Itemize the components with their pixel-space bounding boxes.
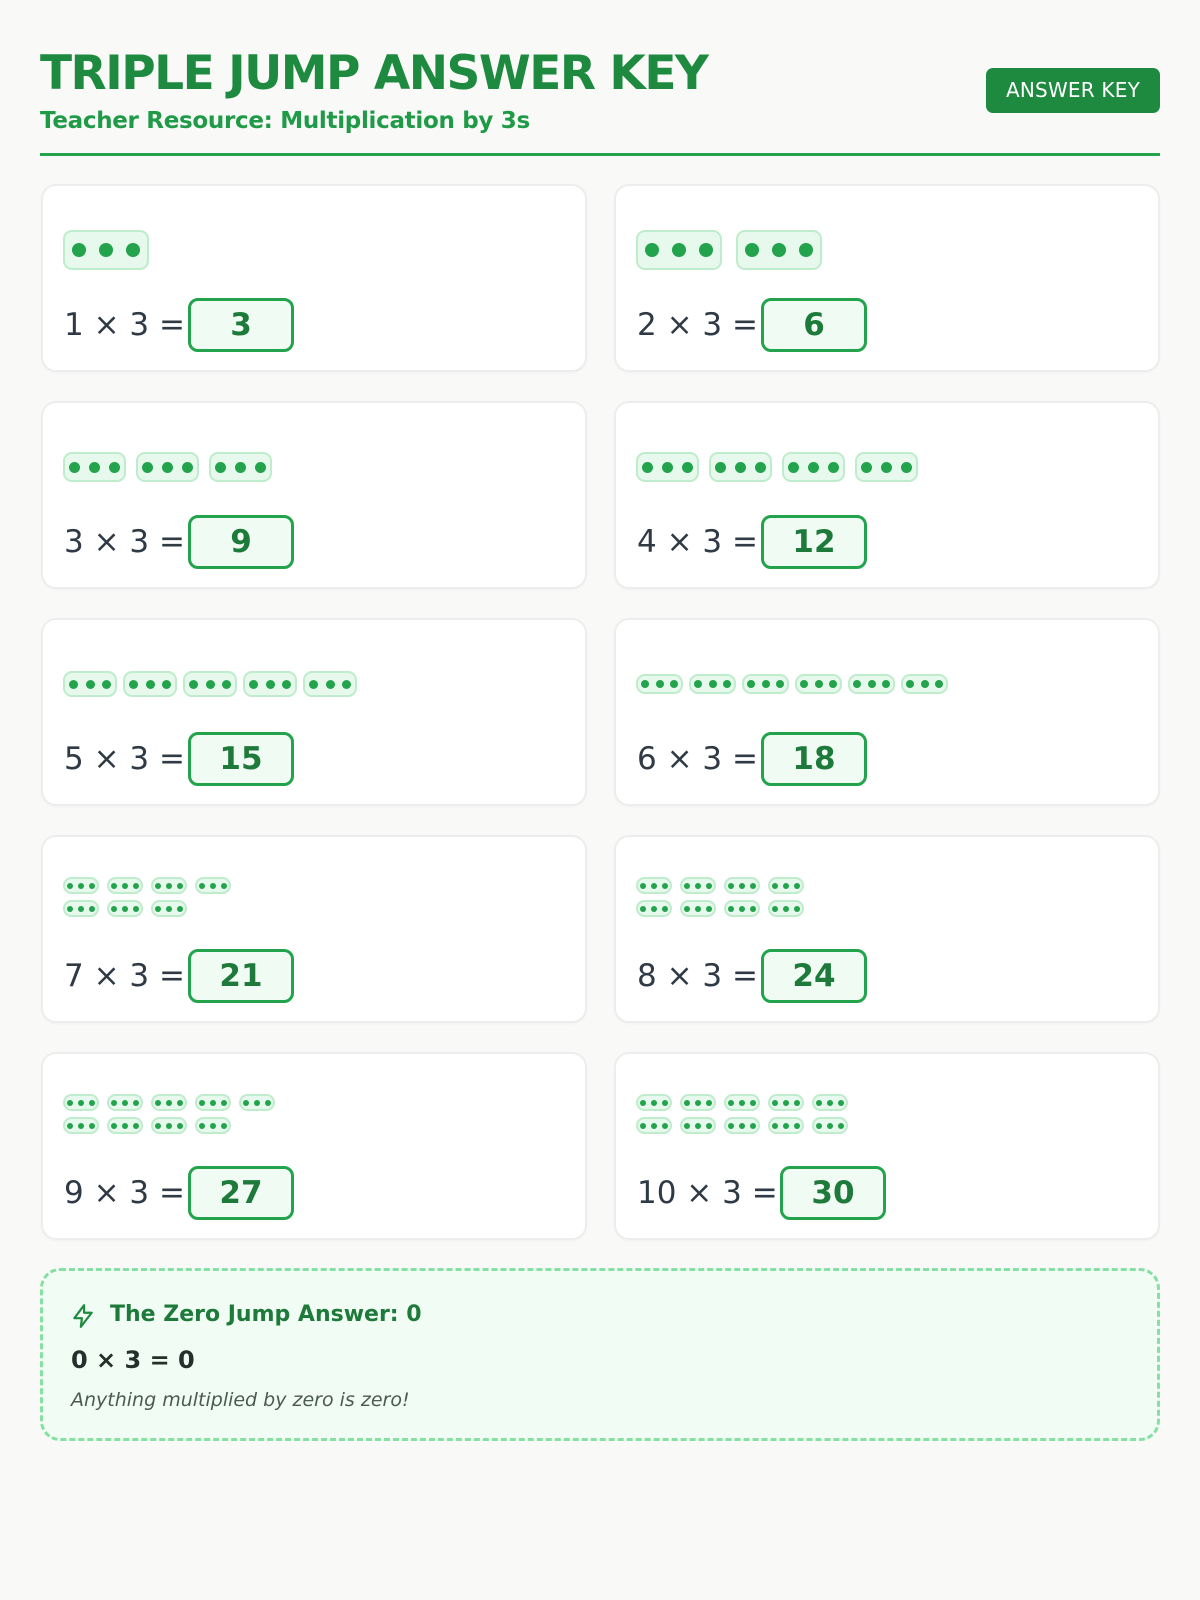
problem-equation: 7 × 3 = bbox=[64, 958, 185, 994]
zero-jump-note: Anything multiplied by zero is zero! bbox=[71, 1389, 410, 1411]
dot bbox=[723, 680, 731, 688]
dot-group bbox=[724, 877, 760, 894]
dot bbox=[210, 1123, 216, 1129]
dot bbox=[739, 906, 745, 912]
dot-groups bbox=[63, 441, 563, 493]
dot bbox=[111, 906, 117, 912]
dot bbox=[221, 883, 227, 889]
dot-group bbox=[151, 900, 187, 917]
dot bbox=[684, 1123, 690, 1129]
dot-groups bbox=[63, 1092, 563, 1144]
dot bbox=[694, 680, 702, 688]
dot bbox=[641, 680, 649, 688]
dot bbox=[684, 906, 690, 912]
dot-group bbox=[768, 1094, 804, 1111]
dot-group bbox=[768, 877, 804, 894]
dot bbox=[645, 243, 659, 257]
dot-group bbox=[709, 452, 772, 482]
page-subtitle: Teacher Resource: Multiplication by 3s bbox=[40, 108, 530, 134]
dot-group bbox=[636, 900, 672, 917]
problem-equation: 6 × 3 = bbox=[637, 741, 758, 777]
dot bbox=[728, 906, 734, 912]
dot bbox=[162, 680, 171, 689]
dot bbox=[155, 1123, 161, 1129]
dot bbox=[199, 1123, 205, 1129]
dot bbox=[282, 680, 291, 689]
dot-group bbox=[855, 452, 918, 482]
dot bbox=[695, 906, 701, 912]
dot bbox=[640, 1123, 646, 1129]
page-header bbox=[40, 40, 1160, 156]
dot bbox=[133, 883, 139, 889]
dot-group bbox=[724, 900, 760, 917]
dot-group bbox=[689, 674, 736, 694]
dot-group bbox=[151, 1094, 187, 1111]
dot-group bbox=[63, 877, 99, 894]
dot-group bbox=[768, 900, 804, 917]
dot bbox=[783, 906, 789, 912]
dot bbox=[162, 462, 173, 473]
dot-group bbox=[63, 900, 99, 917]
dot bbox=[89, 883, 95, 889]
problem-equation: 10 × 3 = bbox=[637, 1175, 778, 1211]
dot-group bbox=[107, 900, 143, 917]
dot bbox=[111, 883, 117, 889]
dot bbox=[67, 883, 73, 889]
dot bbox=[794, 883, 800, 889]
dot bbox=[89, 1100, 95, 1106]
dot bbox=[772, 1123, 778, 1129]
dot bbox=[221, 1100, 227, 1106]
dot-group bbox=[63, 230, 149, 270]
dot-group bbox=[768, 1117, 804, 1134]
dot bbox=[129, 680, 138, 689]
dot bbox=[122, 1123, 128, 1129]
dot-groups bbox=[63, 875, 563, 927]
dot bbox=[155, 1100, 161, 1106]
dot bbox=[772, 883, 778, 889]
dot bbox=[155, 883, 161, 889]
dot bbox=[142, 462, 153, 473]
dot-group bbox=[63, 671, 117, 697]
dot bbox=[215, 462, 226, 473]
dot bbox=[235, 462, 246, 473]
dot bbox=[166, 883, 172, 889]
dot bbox=[67, 1123, 73, 1129]
dot bbox=[783, 883, 789, 889]
dot bbox=[750, 883, 756, 889]
dot-group bbox=[812, 1094, 848, 1111]
dot bbox=[89, 462, 100, 473]
dot bbox=[838, 1100, 844, 1106]
answer-box: 12 bbox=[761, 515, 867, 569]
dot bbox=[89, 1123, 95, 1129]
dot bbox=[739, 1100, 745, 1106]
dot bbox=[706, 1100, 712, 1106]
dot bbox=[166, 1100, 172, 1106]
dot bbox=[122, 1100, 128, 1106]
dot bbox=[921, 680, 929, 688]
answer-box: 6 bbox=[761, 298, 867, 352]
dot bbox=[166, 906, 172, 912]
dot-group bbox=[195, 1117, 231, 1134]
dot bbox=[109, 462, 120, 473]
dot bbox=[762, 680, 770, 688]
dot bbox=[133, 1100, 139, 1106]
dot bbox=[783, 1123, 789, 1129]
dot bbox=[86, 680, 95, 689]
dot bbox=[122, 883, 128, 889]
dot bbox=[177, 1100, 183, 1106]
dot bbox=[816, 1100, 822, 1106]
answer-key-badge: ANSWER KEY bbox=[986, 68, 1160, 113]
dot bbox=[695, 1100, 701, 1106]
page-title: TRIPLE JUMP ANSWER KEY bbox=[40, 46, 708, 101]
dot bbox=[189, 680, 198, 689]
dot bbox=[651, 883, 657, 889]
answer-box: 9 bbox=[188, 515, 294, 569]
answer-box: 15 bbox=[188, 732, 294, 786]
dot-group bbox=[848, 674, 895, 694]
answer-box: 21 bbox=[188, 949, 294, 1003]
problem-equation: 8 × 3 = bbox=[637, 958, 758, 994]
dot bbox=[133, 906, 139, 912]
dot bbox=[794, 1100, 800, 1106]
dot bbox=[210, 883, 216, 889]
dot bbox=[776, 680, 784, 688]
answer-box: 3 bbox=[188, 298, 294, 352]
answer-box: 24 bbox=[761, 949, 867, 1003]
problem-card bbox=[614, 1052, 1160, 1240]
dot bbox=[799, 243, 813, 257]
dot bbox=[309, 680, 318, 689]
dot bbox=[662, 906, 668, 912]
dot bbox=[800, 680, 808, 688]
dot bbox=[739, 1123, 745, 1129]
dot bbox=[72, 243, 86, 257]
dot bbox=[682, 462, 693, 473]
zero-jump-equation: 0 × 3 = 0 bbox=[71, 1346, 195, 1374]
dot bbox=[651, 1123, 657, 1129]
dot bbox=[745, 243, 759, 257]
dot bbox=[342, 680, 351, 689]
dot bbox=[78, 906, 84, 912]
dot-groups bbox=[636, 224, 1136, 276]
zero-jump-box bbox=[40, 1268, 1160, 1441]
dot bbox=[133, 1123, 139, 1129]
problem-equation: 3 × 3 = bbox=[64, 524, 185, 560]
dot bbox=[69, 462, 80, 473]
dot bbox=[728, 1100, 734, 1106]
dot bbox=[829, 680, 837, 688]
problem-card bbox=[614, 184, 1160, 372]
dot bbox=[684, 883, 690, 889]
dot-group bbox=[151, 877, 187, 894]
dot bbox=[222, 680, 231, 689]
dot bbox=[868, 680, 876, 688]
dot bbox=[901, 462, 912, 473]
dot-group bbox=[63, 1117, 99, 1134]
dot bbox=[881, 462, 892, 473]
answer-box: 27 bbox=[188, 1166, 294, 1220]
dot bbox=[111, 1100, 117, 1106]
dot-group bbox=[209, 452, 272, 482]
dot bbox=[706, 906, 712, 912]
dot bbox=[882, 680, 890, 688]
dot bbox=[750, 1123, 756, 1129]
dot-group bbox=[636, 674, 683, 694]
dot bbox=[89, 906, 95, 912]
dot bbox=[99, 243, 113, 257]
dot bbox=[78, 883, 84, 889]
dot bbox=[906, 680, 914, 688]
dot bbox=[750, 1100, 756, 1106]
dot bbox=[67, 906, 73, 912]
dot bbox=[816, 1123, 822, 1129]
dot-group bbox=[636, 452, 699, 482]
dot-group bbox=[680, 877, 716, 894]
dot-group bbox=[636, 1117, 672, 1134]
dot bbox=[640, 1100, 646, 1106]
problem-equation: 2 × 3 = bbox=[637, 307, 758, 343]
dot bbox=[326, 680, 335, 689]
dot bbox=[640, 906, 646, 912]
dot-groups bbox=[636, 875, 1136, 927]
dot bbox=[265, 1100, 271, 1106]
problem-card bbox=[41, 835, 587, 1023]
dot-groups bbox=[63, 224, 563, 276]
dot bbox=[206, 680, 215, 689]
dot-group bbox=[63, 1094, 99, 1111]
dot-group bbox=[636, 1094, 672, 1111]
dot bbox=[210, 1100, 216, 1106]
dot bbox=[640, 883, 646, 889]
dot-group bbox=[782, 452, 845, 482]
dot-groups bbox=[636, 658, 1136, 710]
dot bbox=[739, 883, 745, 889]
problem-equation: 5 × 3 = bbox=[64, 741, 185, 777]
dot bbox=[662, 883, 668, 889]
dot bbox=[642, 462, 653, 473]
dot bbox=[243, 1100, 249, 1106]
problem-card bbox=[614, 401, 1160, 589]
dot bbox=[695, 1123, 701, 1129]
dot bbox=[728, 1123, 734, 1129]
dot-group bbox=[107, 877, 143, 894]
dot-group bbox=[63, 452, 126, 482]
dot bbox=[728, 883, 734, 889]
dot bbox=[122, 906, 128, 912]
dot-group bbox=[680, 1094, 716, 1111]
problem-card bbox=[41, 184, 587, 372]
problem-card bbox=[41, 401, 587, 589]
problem-card bbox=[614, 618, 1160, 806]
dot bbox=[794, 1123, 800, 1129]
dot-groups bbox=[636, 1092, 1136, 1144]
dot bbox=[166, 1123, 172, 1129]
dot-group bbox=[636, 230, 722, 270]
dot-group bbox=[680, 900, 716, 917]
answer-box: 18 bbox=[761, 732, 867, 786]
dot bbox=[662, 1123, 668, 1129]
dot-group bbox=[195, 1094, 231, 1111]
dot bbox=[111, 1123, 117, 1129]
dot bbox=[684, 1100, 690, 1106]
dot bbox=[67, 1100, 73, 1106]
dot bbox=[102, 680, 111, 689]
dot bbox=[783, 1100, 789, 1106]
dot-group bbox=[724, 1094, 760, 1111]
problem-equation: 9 × 3 = bbox=[64, 1175, 185, 1211]
dot-group bbox=[195, 877, 231, 894]
dot bbox=[254, 1100, 260, 1106]
dot-group bbox=[736, 230, 822, 270]
dot bbox=[706, 883, 712, 889]
problem-card bbox=[614, 835, 1160, 1023]
dot bbox=[706, 1123, 712, 1129]
zero-jump-heading-text: The Zero Jump Answer: 0 bbox=[110, 1302, 422, 1327]
dot bbox=[709, 680, 717, 688]
dot bbox=[772, 906, 778, 912]
dot bbox=[750, 906, 756, 912]
dot bbox=[935, 680, 943, 688]
dot bbox=[828, 462, 839, 473]
dot bbox=[670, 680, 678, 688]
dot bbox=[199, 883, 205, 889]
dot bbox=[815, 680, 823, 688]
dot bbox=[838, 1123, 844, 1129]
dot-group bbox=[742, 674, 789, 694]
dot-group bbox=[303, 671, 357, 697]
dot bbox=[853, 680, 861, 688]
dot bbox=[651, 1100, 657, 1106]
lightning-icon bbox=[70, 1303, 96, 1329]
dot-group bbox=[795, 674, 842, 694]
dot bbox=[861, 462, 872, 473]
problem-equation: 1 × 3 = bbox=[64, 307, 185, 343]
dot-group bbox=[901, 674, 948, 694]
problem-equation: 4 × 3 = bbox=[637, 524, 758, 560]
dot-group bbox=[107, 1094, 143, 1111]
dot bbox=[755, 462, 766, 473]
dot bbox=[672, 243, 686, 257]
problem-card bbox=[41, 618, 587, 806]
dot bbox=[266, 680, 275, 689]
dot bbox=[827, 1123, 833, 1129]
dot bbox=[126, 243, 140, 257]
dot bbox=[69, 680, 78, 689]
dot bbox=[656, 680, 664, 688]
dot bbox=[794, 906, 800, 912]
dot bbox=[695, 883, 701, 889]
problem-card bbox=[41, 1052, 587, 1240]
dot bbox=[155, 906, 161, 912]
dot bbox=[827, 1100, 833, 1106]
dot bbox=[78, 1123, 84, 1129]
dot bbox=[747, 680, 755, 688]
dot bbox=[772, 243, 786, 257]
dot-group bbox=[243, 671, 297, 697]
answer-box: 30 bbox=[780, 1166, 886, 1220]
dot bbox=[249, 680, 258, 689]
dot bbox=[699, 243, 713, 257]
dot bbox=[221, 1123, 227, 1129]
dot-group bbox=[636, 877, 672, 894]
dot bbox=[199, 1100, 205, 1106]
dot bbox=[78, 1100, 84, 1106]
dot-group bbox=[724, 1117, 760, 1134]
dot-group bbox=[107, 1117, 143, 1134]
dot-group bbox=[239, 1094, 275, 1111]
dot-group bbox=[680, 1117, 716, 1134]
dot bbox=[146, 680, 155, 689]
dot-groups bbox=[63, 658, 563, 710]
dot bbox=[808, 462, 819, 473]
dot-group bbox=[136, 452, 199, 482]
dot-group bbox=[812, 1117, 848, 1134]
dot bbox=[177, 906, 183, 912]
dot bbox=[182, 462, 193, 473]
dot bbox=[715, 462, 726, 473]
dot-groups bbox=[636, 441, 1136, 493]
dot bbox=[735, 462, 746, 473]
dot-group bbox=[151, 1117, 187, 1134]
dot-group bbox=[183, 671, 237, 697]
dot bbox=[662, 462, 673, 473]
dot bbox=[177, 1123, 183, 1129]
dot bbox=[788, 462, 799, 473]
dot bbox=[255, 462, 266, 473]
dot bbox=[772, 1100, 778, 1106]
dot bbox=[177, 883, 183, 889]
dot bbox=[662, 1100, 668, 1106]
dot-group bbox=[123, 671, 177, 697]
dot bbox=[651, 906, 657, 912]
